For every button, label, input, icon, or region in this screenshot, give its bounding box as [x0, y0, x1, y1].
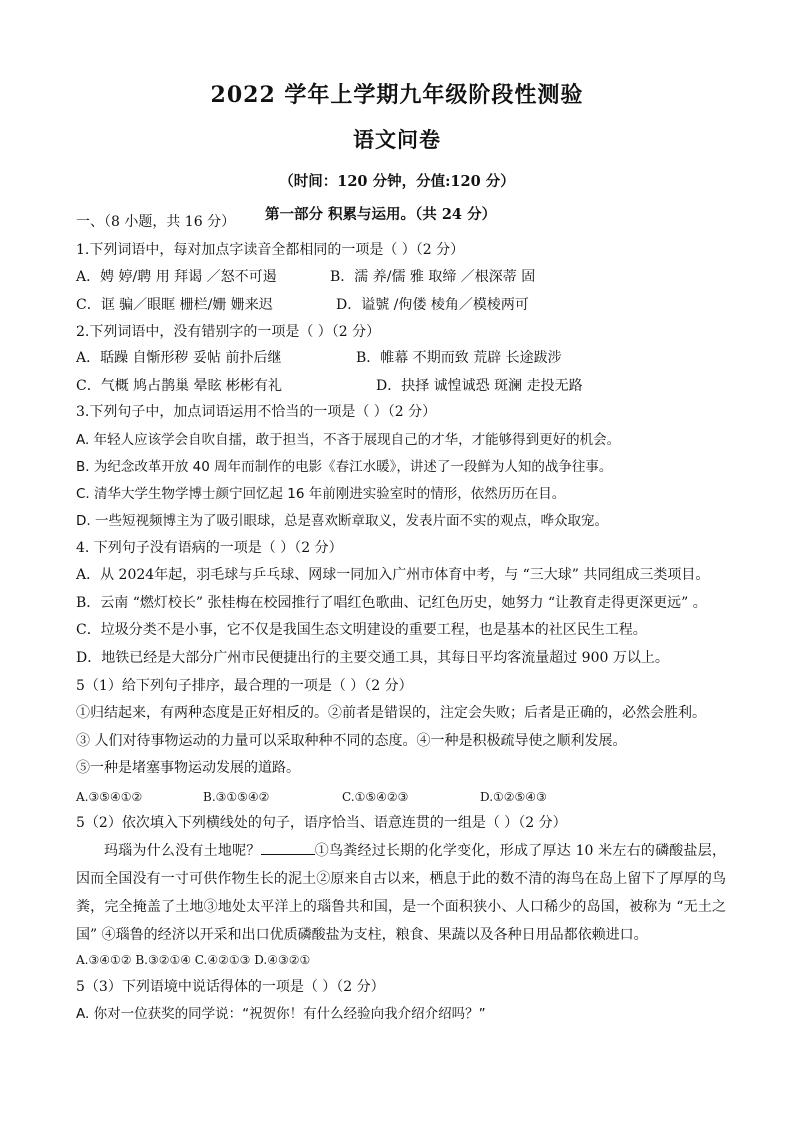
- fill-in-blank: [261, 840, 315, 855]
- q5-2-passage-lead: 玛瑙为什么没有土地呢？: [104, 843, 261, 859]
- q4-option-a: A．从 2024年起，羽毛球与乒乓球、网球一同加入广州市体育中考，与 “三大球” 共同组成三类项目。: [76, 567, 710, 583]
- exam-meta: （时间：120 分钟，分值:120 分）: [279, 173, 515, 190]
- q5-1-option-a: A.③⑤④①②: [76, 790, 143, 804]
- q1-option-a: A．娉 婷/聘 用 拜谒 ／怒不可遏: [76, 269, 277, 285]
- q5-1-stem: 5（1）给下列句子排序，最合理的一项是（ ）（2 分）: [76, 678, 413, 694]
- part-title: 第一部分 积累与运用。（共 24 分）: [265, 206, 497, 223]
- q5-1-sentence-3: ⑤一种是堵塞事物运动发展的道路。: [76, 760, 300, 776]
- exam-title: 2022 学年上学期九年级阶段性测验: [210, 82, 584, 108]
- q2-option-c: C．气概 鸠占鹊巢 晕眩 彬彬有礼: [76, 378, 283, 394]
- q4-stem: 4. 下列句子没有语病的一项是（ ）（2 分）: [76, 540, 343, 556]
- q3-option-a: A. 年轻人应该学会自吹自擂，敢于担当，不吝于展现自己的才华，才能够得到更好的机会。: [76, 432, 621, 448]
- q3-option-b: B. 为纪念改革开放 40 周年而制作的电影《春江水暖》，讲述了一段鲜为人知的战争往事。: [76, 459, 613, 475]
- q4-option-d: D．地铁已经是大部分广州市民便捷出行的主要交通工具，其每日平均客流量超过 900 万以上。: [76, 650, 669, 666]
- q1-option-d: D．谥號 /佝偻 棱角／模棱两可: [336, 297, 529, 313]
- q5-1-option-c: C.①⑤④②③: [342, 790, 409, 804]
- q2-option-d: D．抉择 诚惶诚恐 斑澜 走投无路: [376, 378, 583, 394]
- q5-1-option-d: D.①②⑤④③: [480, 790, 547, 804]
- q1-option-b: B．濡 养/儒 雅 取缔 ／根深蒂 固: [330, 269, 536, 285]
- q3-option-d: D. 一些短视频博主为了吸引眼球，总是喜欢断章取义，发表片面不实的观点，哗众取宠。: [76, 513, 608, 529]
- q2-option-a: A．聒躁 自惭形秽 妥帖 前扑后继: [76, 350, 282, 366]
- q5-2-passage: [76, 837, 726, 949]
- q2-option-b: B．帷幕 不期而致 荒辟 长途跋涉: [356, 350, 562, 366]
- q4-option-b: B．云南 “燃灯校长” 张桂梅在校园推行了唱红色歌曲、记红色历史，她努力 “让教育走得更深更远” 。: [76, 595, 707, 611]
- exam-subtitle: 语文问卷: [353, 127, 441, 152]
- q2-stem: 2.下列词语中，没有错别字的一项是（ ）（2 分）: [76, 324, 381, 340]
- q3-option-c: C. 清华大学生物学博士颜宁回忆起 16 年前刚进实验室时的情形，依然历历在目。: [76, 486, 566, 502]
- q5-1-sentence-2: ③ 人们对待事物运动的力量可以采取种种不同的态度。④一种是积极疏导使之顺利发展。: [76, 733, 627, 749]
- q5-1-sentence-1: ①归结起来，有两种态度是正好相反的。②前者是错误的，注定会失败；后者是正确的，必然会胜利。: [76, 705, 706, 721]
- q5-2-stem: 5（2）依次填入下列横线处的句子，语序恰当、语意连贯的一组是（ ）（2 分）: [76, 815, 567, 831]
- q1-stem: 1.下列词语中，每对加点字读音全都相同的一项是（ ）（2 分）: [76, 242, 465, 258]
- q5-2-passage-body: ①鸟粪经过长期的化学变化，形成了厚达 10 米左右的磷酸盐层，因而全国没有一寸可供作物生长的泥土②原来自古以来，栖息于此的数不清的海鸟在岛上留下了厚厚的鸟粪，完全掩盖了土地③地处太平洋上的瑙鲁共和国，是一个面积狭小、人口稀少的岛国，被称为 “无土之国” ④瑙鲁的经济以开采和出口优质磷酸盐为支柱，粮食、果蔬以及各种日用品都依赖进口。: [76, 843, 727, 943]
- q5-3-stem: 5（3）下列语境中说话得体的一项是（ ）（2 分）: [76, 979, 385, 995]
- q5-3-option-a: A. 你对一位获奖的同学说：“祝贺你！有什么经验向我介绍介绍吗？”: [76, 1006, 486, 1022]
- q5-1-option-b: B.③①⑤④②: [203, 790, 270, 804]
- q5-2-options: A.③④①② B.③②①④ C.④②①③ D.④③②①: [76, 953, 311, 967]
- q1-option-c: C．诓 骗／眼眶 栅栏/姗 姗来迟: [76, 297, 273, 313]
- q4-option-c: C．垃圾分类不是小事，它不仅是我国生态文明建设的重要工程，也是基本的社区民生工程。: [76, 622, 647, 638]
- q3-stem: 3.下列句子中，加点词语运用不恰当的一项是（ ）（2 分）: [76, 404, 437, 420]
- section-heading: 一、（8 小题，共 16 分）: [76, 214, 236, 230]
